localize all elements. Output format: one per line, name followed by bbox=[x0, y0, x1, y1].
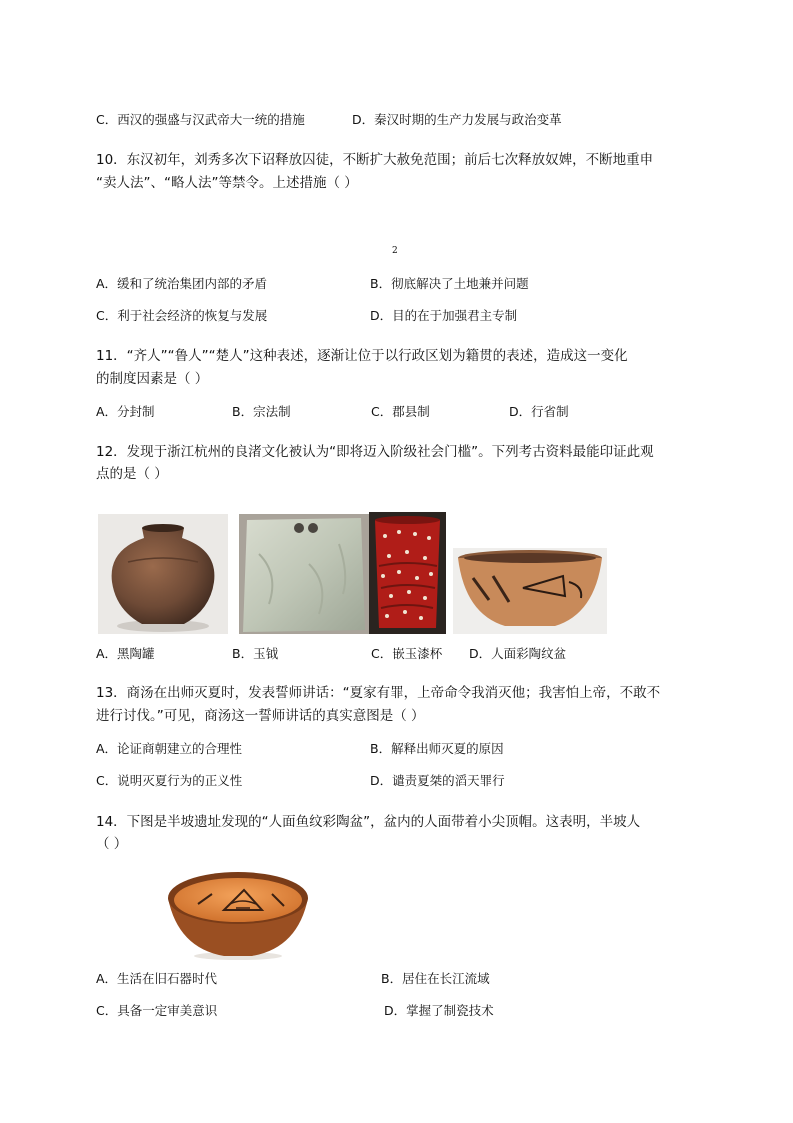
q14-option-c: C．具备一定审美意识 bbox=[96, 1003, 218, 1018]
q14-stem-line2: （ ） bbox=[96, 836, 128, 852]
q11-stem-line1: 11．“齐人”“鲁人”“楚人”这种表述，逐渐让位于以行政区划为籍贯的表述，造成这一变化 bbox=[96, 348, 628, 364]
q10-option-c: C．利于社会经济的恢复与发展 bbox=[96, 308, 268, 323]
q10-option-b: B．彻底解决了土地兼并问题 bbox=[370, 276, 529, 291]
black-pottery-jar-image bbox=[98, 514, 228, 634]
q11-option-c: C．郡县制 bbox=[371, 404, 430, 419]
q14-stem-line1: 14．下图是半坡遗址发现的“人面鱼纹彩陶盆”，盆内的人面带着小尖顶帽。这表明，半坡人 bbox=[96, 814, 641, 830]
q10-stem-line2: “卖人法”、“略人法”等禁令。上述措施（ ） bbox=[96, 175, 358, 191]
q13-option-b: B．解释出师灭夏的原因 bbox=[370, 741, 504, 756]
q13-stem-line1: 13．商汤在出师灭夏时，发表誓师讲话：“夏家有罪，上帝命令我消灭他；我害怕上帝，不敢不 bbox=[96, 685, 661, 701]
painted-pottery-basin-image bbox=[453, 548, 607, 634]
q12-option-a: A．黑陶罐 bbox=[96, 646, 155, 661]
q12-stem-line2: 点的是（ ） bbox=[96, 466, 168, 482]
q13-stem-line2: 进行讨伐。”可见，商汤这一誓师讲话的真实意图是（ ） bbox=[96, 708, 425, 724]
q10-option-d: D．目的在于加强君主专制 bbox=[370, 308, 518, 323]
jade-yue-axe-image bbox=[239, 514, 369, 634]
q11-option-a: A．分封制 bbox=[96, 404, 155, 419]
q14-option-b: B．居住在长江流域 bbox=[381, 971, 490, 986]
q12-stem-line1: 12．发现于浙江杭州的良渚文化被认为“即将迈入阶级社会门槛”。下列考古资料最能印证此观 bbox=[96, 444, 654, 460]
q14-option-a: A．生活在旧石器时代 bbox=[96, 971, 218, 986]
jade-inlaid-lacquer-cup-image bbox=[369, 512, 446, 634]
q12-option-c: C．嵌玉漆杯 bbox=[371, 646, 443, 661]
q9-option-d: D．秦汉时期的生产力发展与政治变革 bbox=[352, 112, 562, 127]
q12-option-b: B．玉钺 bbox=[232, 646, 279, 661]
q10-stem-line1: 10．东汉初年，刘秀多次下诏释放囚徒，不断扩大赦免范围；前后七次释放奴婢，不断地重申 bbox=[96, 152, 654, 168]
q13-option-d: D．谴责夏桀的滔天罪行 bbox=[370, 773, 505, 788]
q11-option-d: D．行省制 bbox=[509, 404, 569, 419]
q13-option-a: A．论证商朝建立的合理性 bbox=[96, 741, 243, 756]
q14-option-d: D．掌握了制瓷技术 bbox=[384, 1003, 494, 1018]
q11-stem-line2: 的制度因素是（ ） bbox=[96, 371, 209, 387]
q13-option-c: C．说明灭夏行为的正义性 bbox=[96, 773, 243, 788]
q12-option-d: D．人面彩陶纹盆 bbox=[469, 646, 567, 661]
q10-option-a: A．缓和了统治集团内部的矛盾 bbox=[96, 276, 268, 291]
q11-option-b: B．宗法制 bbox=[232, 404, 291, 419]
human-face-fish-basin-image bbox=[164, 864, 312, 962]
page-number: 2 bbox=[392, 246, 398, 256]
q9-option-c: C．西汉的强盛与汉武帝大一统的措施 bbox=[96, 112, 305, 127]
